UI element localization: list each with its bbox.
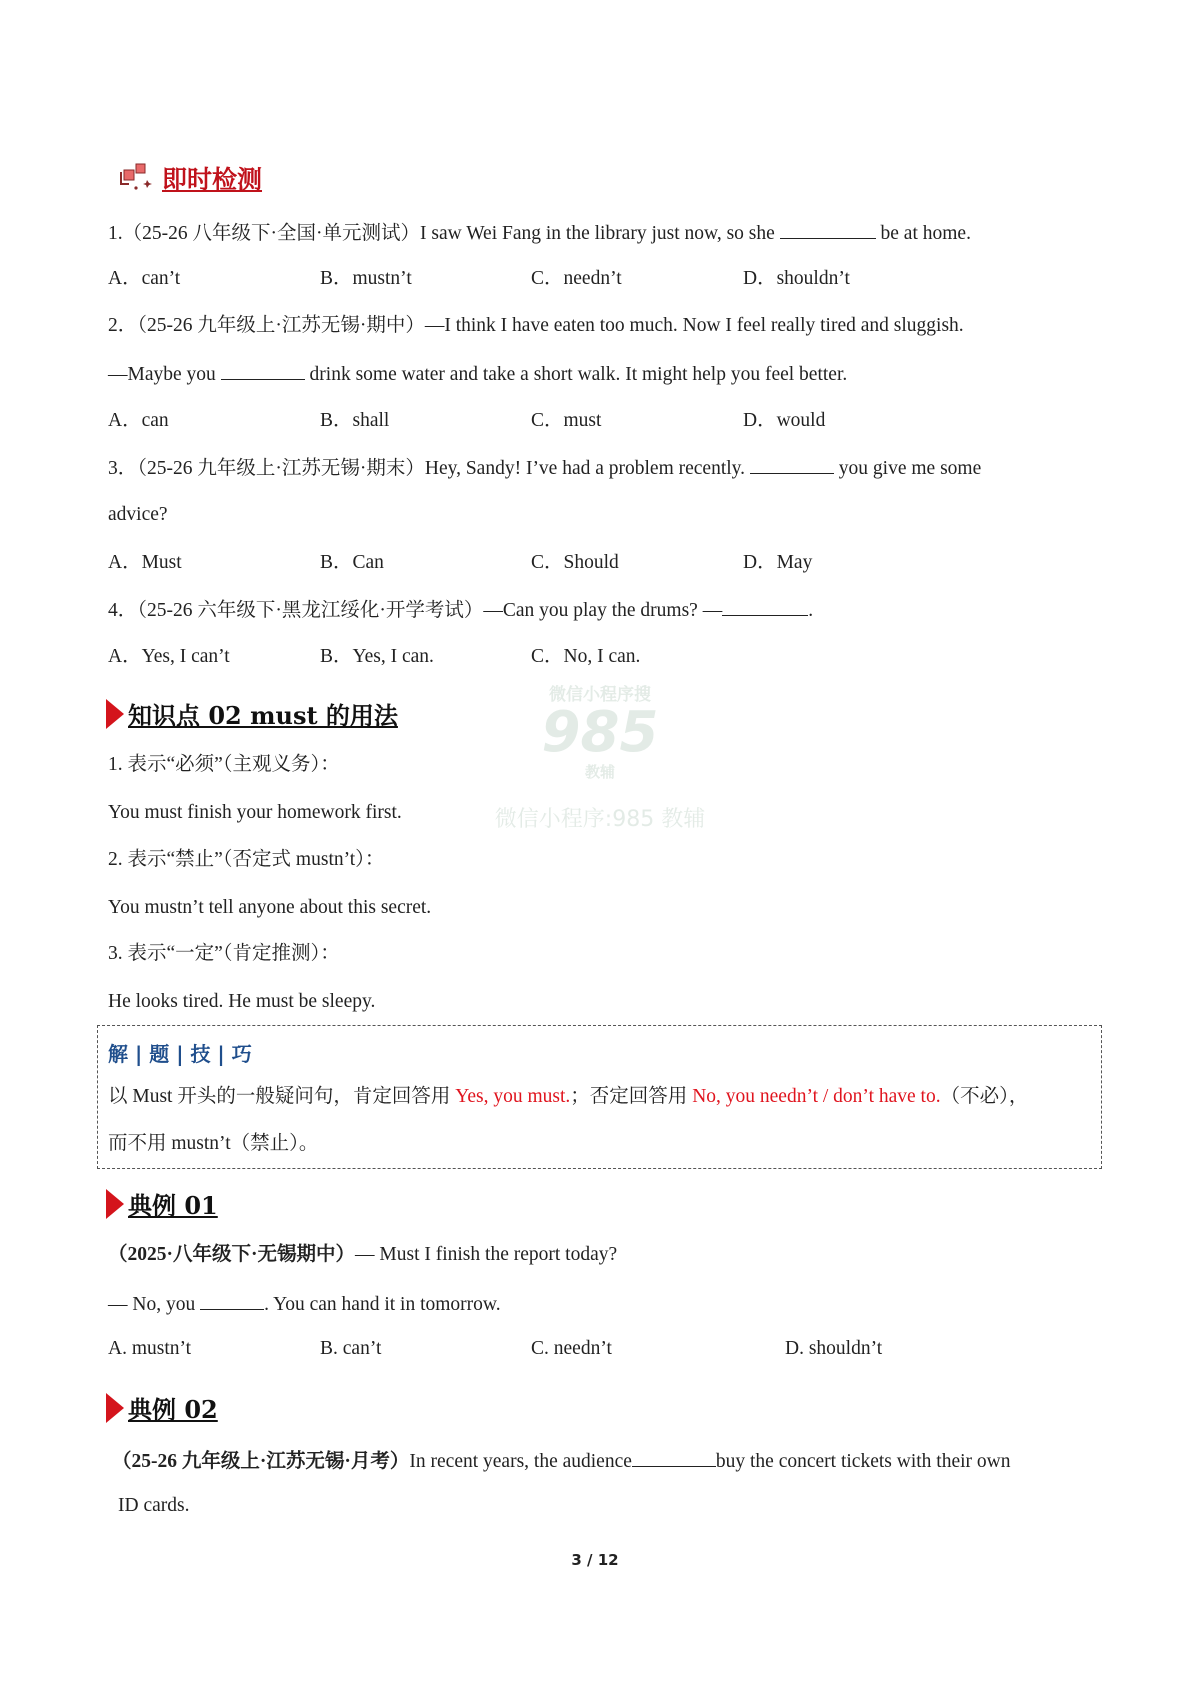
q4-text: 4．（25-26 六年级下·黑龙江绥化·开学考试）—Can you play the drums? — [108, 600, 723, 621]
example-2-heading [106, 1390, 218, 1425]
question-2-line2 [108, 361, 847, 387]
q1-text-end: be at home. [875, 223, 971, 244]
q2-text-end: drink some water and take a short walk. It might help you feel better. [304, 364, 848, 385]
tip-part1: 以 Must 开头的一般疑问句，肯定回答用 [108, 1086, 456, 1107]
puzzle-icon [116, 162, 156, 194]
example-title: 典例 01 [128, 1191, 218, 1220]
q1-option-d: D．shouldn’t [743, 268, 850, 289]
q2-option-b: B．shall [320, 410, 390, 431]
point-2-example: You mustn’t tell anyone about this secret. [108, 897, 432, 918]
watermark-line3: 微信小程序:985 教辅 [494, 807, 706, 832]
tip-text [108, 1085, 1028, 1109]
q3-option-a: A．Must [108, 552, 182, 573]
watermark-line2: 教辅 [584, 763, 615, 781]
question-1 [108, 220, 971, 246]
q2-option-c: C．must [531, 410, 602, 431]
q4-text-end: . [808, 600, 814, 621]
example-title: 典例 02 [128, 1395, 218, 1424]
q2-option-d: D．would [743, 410, 826, 431]
answer-blank [780, 220, 876, 239]
example-1-question [108, 1243, 617, 1267]
arrow-icon [106, 1189, 124, 1219]
example-text: In recent years, the audience [409, 1451, 632, 1472]
point-3: 3. 表示“一定”（肯定推测）： [108, 943, 340, 964]
example-1-option-c: C. needn’t [531, 1338, 612, 1359]
q3-text: 3．（25-26 九年级上·江苏无锡·期末）Hey, Sandy! I’ve had a problem recently. [108, 458, 750, 479]
section-heading-quick-test [116, 160, 262, 196]
answer-blank [632, 1448, 716, 1467]
example-text: — No, you [108, 1294, 201, 1315]
watermark-line1: 微信小程序搜 [549, 685, 651, 705]
q3-option-c: C．Should [531, 552, 619, 573]
example-source: （2025·八年级下·无锡期中） [108, 1244, 356, 1265]
example-2-question [112, 1448, 1010, 1474]
q2-option-a: A．can [108, 410, 169, 431]
q1-option-b: B．mustn’t [320, 268, 412, 289]
q4-option-c: C．No, I can. [531, 646, 641, 667]
arrow-icon [106, 699, 124, 729]
answer-blank [750, 455, 834, 474]
section-title: 知识点 02 must 的用法 [128, 701, 398, 730]
tip-title: 解 | 题 | 技 | 巧 [108, 1042, 252, 1066]
example-1-option-b: B. can’t [320, 1338, 382, 1359]
page-number: 3 / 12 [571, 1551, 619, 1569]
tip-affirmative: Yes, you must. [455, 1086, 571, 1107]
tip-negative: No, you needn’t / don’t have to. [692, 1086, 941, 1107]
example-1-line2 [108, 1291, 501, 1317]
answer-blank [722, 597, 808, 616]
example-1-heading [106, 1186, 218, 1221]
answer-blank [200, 1291, 264, 1310]
example-text-end: buy the concert tickets with their own [715, 1451, 1011, 1472]
q1-option-c: C．needn’t [531, 268, 622, 289]
watermark-number: 985 [541, 700, 659, 765]
question-2: 2．（25-26 九年级上·江苏无锡·期中）—I think I have eaten too much. Now I feel really tired and sluggish. [108, 315, 964, 336]
arrow-icon [106, 1393, 124, 1423]
example-source: （25-26 九年级上·江苏无锡·月考） [112, 1451, 410, 1472]
example-1-option-a: A. mustn’t [108, 1338, 192, 1359]
section-heading-must [106, 696, 398, 731]
question-4 [108, 597, 813, 623]
q1-option-a: A．can’t [108, 268, 181, 289]
example-2-line2: ID cards. [118, 1495, 190, 1516]
example-1-option-d: D. shouldn’t [785, 1338, 883, 1359]
question-3 [108, 455, 981, 481]
watermark [480, 680, 720, 833]
tip-text-line2: 而不用 mustn’t（禁止）。 [108, 1133, 319, 1154]
point-1: 1. 表示“必须”（主观义务）： [108, 754, 340, 775]
answer-blank [221, 361, 305, 380]
example-question: — Must I finish the report today? [355, 1244, 618, 1265]
q3-option-b: B．Can [320, 552, 384, 573]
question-3-line2: advice? [108, 504, 168, 525]
q2-text: —Maybe you [108, 364, 221, 385]
q4-option-a: A．Yes, I can’t [108, 646, 230, 667]
point-1-example: You must finish your homework first. [108, 802, 402, 823]
q3-option-d: D．May [743, 552, 813, 573]
tip-part2: ；否定回答用 [570, 1086, 693, 1107]
tip-part3: （不必）， [940, 1086, 1029, 1107]
q3-text-end: you give me some [833, 458, 982, 479]
example-text-end: . You can hand it in tomorrow. [264, 1294, 501, 1315]
q1-text: 1.（25-26 八年级下·全国·单元测试）I saw Wei Fang in the library just now, so she [108, 223, 780, 244]
point-3-example: He looks tired. He must be sleepy. [108, 991, 376, 1012]
q4-option-b: B．Yes, I can. [320, 646, 434, 667]
heading-title: 即时检测 [162, 165, 263, 194]
point-2: 2. 表示“禁止”（否定式 mustn’t）： [108, 849, 385, 870]
